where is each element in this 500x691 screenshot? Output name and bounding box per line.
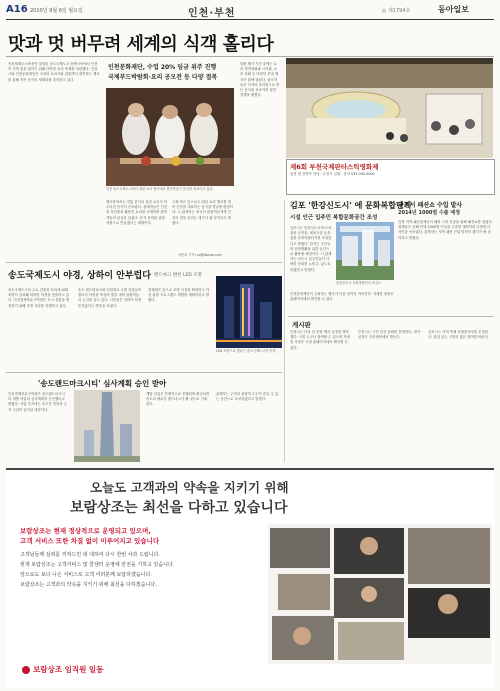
ad-red-line-1: 보람상조는 현재 정상적으로 운영되고 있으며,: [20, 527, 151, 535]
ad-headline-2: 보람상조는 최선을 다하고 있습니다: [70, 500, 288, 516]
article2-tag: 랜드마크 밝힌 LED 조명: [154, 273, 202, 278]
page-number: A16: [6, 4, 28, 15]
kimpo-column-1: 김포시는 한강신도시에 도서관과 공연장, 체육시설 등을 갖춘 문화복합단지를 조성한다고 밝혔다. 단지는 주민들의 문화생활을 위한 공간으로 활용될 예정이다. 시 관계자는 신도시 입주민들이 다양한 문화를 누릴 수 있도록 하겠다고 말했다.: [290, 226, 332, 272]
article-subheadline-1: 인천문화재단, 수업 20% 임금 위주 진행: [108, 64, 217, 71]
article3-headline: '송도랜드마크시티' 심사계획 승인 받아: [38, 379, 167, 388]
ad-logo: [22, 664, 103, 675]
notice-item-1: 인천시는 다음 달 문화 행사 일정을 발표했다. 시민 누구나 참여할 수 있으며 자세한 사항은 시청 홈페이지에서 확인할 수 있다.: [290, 330, 350, 350]
ad-notice-box: [286, 159, 495, 195]
night-skyline-photo: [216, 276, 282, 348]
ad-logo-text: 보람상조 임직원 일동: [33, 665, 104, 674]
fashion-headline: 인천서 패션쇼 수입 발사: [398, 202, 463, 209]
main-photo-caption: 인천 송도국제도시에서 열린 요리 행사에서 참가자들이 음식을 선보이고 있다.: [106, 187, 214, 191]
article-column-2: 행사장에서는 전통 한식과 퓨전 요리가 어우러진 음식이 선보였다. 관계자들은 인천의 특산물을 활용한 요리를 소개하며 관람객들의 관심을 끌었다. 음식 문화를 관광 자원으로 만들겠다는 계획이다.: [106, 200, 168, 225]
exhibition-hall-photo: [286, 58, 493, 158]
article-byline: 차준호 기자 run@donga.com: [178, 253, 222, 257]
night-tower-photo: [216, 276, 282, 348]
ad-collage-photo: [268, 524, 492, 664]
article3-column-3: 관계자는 주민과 관광객 모두가 즐길 수 있는 공간으로 조성하겠다고 말했다.: [216, 392, 279, 402]
night-photo-caption: LED 조명으로 빛나는 송도국제도시의 야경.: [216, 349, 277, 353]
section-title: 인천·부천: [188, 8, 236, 19]
boram-logo-icon: [22, 666, 30, 674]
article-subheadline-2: 국제푸드박람회·요리 공모전 등 다양 접목: [108, 74, 218, 81]
article3-column-1: 인천경제자유구역청은 송도랜드마크시티 개발 사업의 심사계획을 승인했다고 밝혔다. 사업 부지에는 초고층 빌딩과 주거 시설이 들어설 예정이다.: [8, 392, 67, 412]
kimpo-subheadline: 시설 인근 입주민 복합문화공간 조성: [290, 215, 378, 221]
section-rule: [6, 262, 282, 263]
tower-rendering-photo: [74, 390, 140, 462]
article2-column-1: 송도국제도시의 주요 건물과 다리에 LED 조명이 설치돼 화려한 야경을 연출하고 있다. 인천경제자유구역청은 도시 경관을 개선하기 위해 조명 사업을 진행하고 있다.: [8, 288, 70, 308]
issue-date: 2010년 9월 6일 월요일: [30, 8, 83, 14]
ad-notice-text: 일정 및 상영작 안내 · 부천시 일원 · 문의 032 000 0000: [290, 172, 375, 176]
kimpo-photo-caption: 한강신도시 문화복합단지 조감도: [336, 281, 382, 285]
subsection-rule: [6, 372, 282, 373]
ad-red-line-2: 고객 서비스 또한 차질 없이 이루어지고 있습니다: [20, 537, 160, 545]
exhibition-photo: [286, 58, 493, 158]
main-article-photo: [106, 88, 234, 186]
notice-item-2: 부천시는 시민 건강 강좌를 운영한다. 참가 신청은 주민센터에서 받는다.: [358, 330, 421, 340]
notice-board-title: 게시판: [292, 321, 311, 329]
cooks-photo: [106, 88, 234, 186]
issue-note: ◎ 제1794호: [382, 8, 411, 14]
article2-headline: 송도국제도시 야경, 상하이 안부럽다: [8, 271, 151, 281]
article2-column-3: 경제청은 앞으로 조명 시설을 확대하고 야간 관광 프로그램도 개발할 계획이라고 밝혔다.: [148, 288, 210, 303]
building-complex-photo: [336, 222, 394, 280]
ad-photo-collage: [268, 524, 492, 664]
fashion-subheadline: 2014년 1000벌 수출 예정: [398, 210, 461, 216]
ad-line-2: 현재 보람상조는 고객서비스 및 콜센터 운영에 만전을 기하고 있습니다.: [20, 562, 175, 568]
kimpo-column-2: 부천문화재단이 주최하는 행사가 다음 달까지 이어진다. 자세한 내용은 홈페이지에서 확인할 수 있다.: [290, 292, 394, 302]
article-column-3: 주최 측은 앞으로도 매년 요리 행사를 열어 인천을 대표하는 음식을 발굴할 방침이다. 시 관계자는 외국인 관광객들에게 인천의 맛을 알리는 계기가 될 것이라고 밝혔다.: [172, 200, 234, 225]
kimpo-headline: 김포 '한강신도시' 에 문화복합단지: [290, 200, 412, 210]
headline-rule: [6, 56, 494, 57]
article3-column-2: 개발 사업은 단계적으로 진행되며 완공되면 송도의 새로운 랜드마크가 될 것으로 기대된다.: [146, 392, 210, 407]
ad-notice-title: 제6회 부천국제판타스틱영화제: [290, 163, 379, 171]
column-divider: [284, 200, 285, 462]
newspaper-name: 동아일보: [438, 5, 469, 14]
ad-line-1: 고객님들께 심려를 끼쳐드린 데 대하여 다시 한번 사과 드립니다.: [20, 552, 160, 558]
article-column-4: 한편 행사 기간 중에는 요리 경연대회와 시식회, 요리 강좌 등 다양한 부대 행사가 함께 열렸다. 참가자들은 각자의 조리법으로 만든 음식을 선보이며 열띤 경쟁을 펼쳤다.: [240, 62, 280, 98]
article-column-1: 인천세계도시축전이 열렸던 송도국제도시 컨벤시아에서 인천이 지역 맛을 알리기 위해 다양한 요리 축제를 마련했다. 인천시와 인천문화재단은 국내외 요리사와 관광객이 참여하는 행사를 통해 지역 음식의 세계화를 추진하고 있다.: [8, 62, 100, 82]
ad-line-3: 앞으로도 보다 나은 서비스로 고객 여러분께 보답하겠습니다.: [20, 572, 152, 578]
article2-column-2: 송도 센트럴파크와 인천대교 주변 건물들이 밤마다 다양한 색상의 빛을 내며 관광객들의 눈길을 끌고 있다. 시민들은 상하이 야경 못지않다는 반응을 보였다.: [78, 288, 142, 308]
ad-headline-1: 오늘도 고객과의 약속을 지키기 위해: [90, 480, 289, 495]
skyscraper-icon: [74, 390, 140, 462]
main-headline: 맛과 멋 버무려 세계의 식객 홀리다: [8, 34, 274, 55]
fashion-article-text: 인천 지역 패션업체들이 해외 시장 진출을 위해 패션쇼를 열었다. 업체들은 올해 안에 1000벌 이상을 수출할 계획이며 다양한 디자인을 선보였다. 관계자는 지역 패션 산업 발전의 계기가 될 것이라고 밝혔다.: [398, 220, 493, 240]
ad-line-4: 보람상조는 고객과의 약속을 지키기 위해 최선을 다하겠습니다.: [20, 582, 157, 588]
header-rule: [6, 19, 494, 20]
notice-item-3: 김포시는 지역 축제 자원봉사자를 모집한다. 관심 있는 시민의 많은 참여를 바란다.: [428, 330, 490, 340]
notice-rule: [288, 316, 494, 317]
kimpo-photo: [336, 222, 394, 280]
